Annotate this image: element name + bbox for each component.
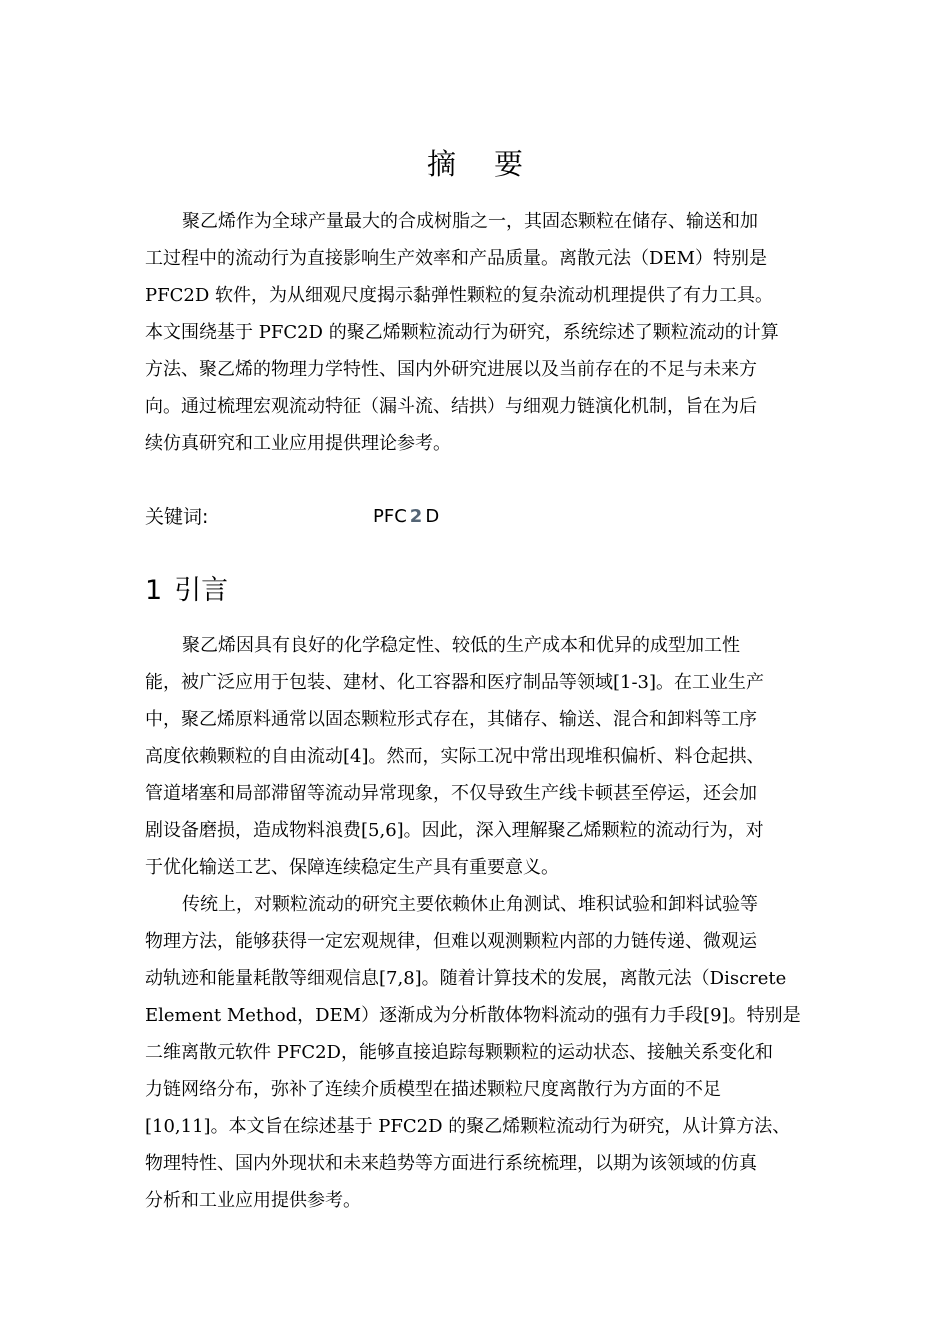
abstract-line: 续仿真研究和工业应用提供理论参考。 (145, 433, 451, 454)
keywords-label: 关键词: (145, 506, 209, 528)
intro-paragraph-2 (145, 886, 805, 1219)
section-title: 引言 (174, 575, 229, 606)
paragraph-line: [10,11]。本文旨在综述基于 PFC2D 的聚乙烯颗粒流动行为研究，从计算方法、 (145, 1116, 791, 1137)
paragraph-line: 动轨迹和能量耗散等细观信息[7,8]。随着计算技术的发展，离散元法（Discrete (145, 968, 787, 989)
paragraph-line: 管道堵塞和局部滞留等流动异常现象，不仅导致生产线卡顿甚至停运，还会加 (145, 783, 757, 804)
abstract-line: 聚乙烯作为全球产量最大的合成树脂之一，其固态颗粒在储存、输送和加 (182, 211, 758, 232)
section-heading (145, 571, 228, 611)
paragraph-line: 能，被广泛应用于包装、建材、化工容器和医疗制品等领域[1-3]。在工业生产 (145, 672, 765, 693)
abstract-line: 本文围绕基于 PFC2D 的聚乙烯颗粒流动行为研究，系统综述了颗粒流动的计算 (145, 322, 779, 343)
keywords-value-digit: 2 (409, 506, 423, 527)
keywords-value (373, 502, 439, 532)
paragraph-line: Element Method，DEM）逐渐成为分析散体物料流动的强有力手段[9]。特别是 (145, 1005, 801, 1026)
paragraph-line: 分析和工业应用提供参考。 (145, 1190, 361, 1211)
paragraph-line: 力链网络分布，弥补了连续介质模型在描述颗粒尺度离散行为方面的不足 (145, 1079, 721, 1100)
section-number: 1 (145, 575, 163, 606)
keywords-row (145, 502, 805, 532)
paragraph-line: 二维离散元软件 PFC2D，能够直接追踪每颗颗粒的运动状态、接触关系变化和 (145, 1042, 773, 1063)
keywords-value-prefix: PFC (373, 506, 407, 527)
paragraph-line: 物理特性、国内外现状和未来趋势等方面进行系统梳理，以期为该领域的仿真 (145, 1153, 757, 1174)
abstract-line: 方法、聚乙烯的物理力学特性、国内外研究进展以及当前存在的不足与未来方 (145, 359, 757, 380)
paragraph-line: 高度依赖颗粒的自由流动[4]。然而，实际工况中常出现堆积偏析、料仓起拱、 (145, 746, 765, 767)
paragraph-line: 中，聚乙烯原料通常以固态颗粒形式存在，其储存、输送、混合和卸料等工序 (145, 709, 757, 730)
abstract-line: PFC2D 软件，为从细观尺度揭示黏弹性颗粒的复杂流动机理提供了有力工具。 (145, 285, 773, 306)
paragraph-line: 剧设备磨损，造成物料浪费[5,6]。因此，深入理解聚乙烯颗粒的流动行为，对 (145, 820, 764, 841)
abstract-line: 向。通过梳理宏观流动特征（漏斗流、结拱）与细观力链演化机制，旨在为后 (145, 396, 757, 417)
paragraph-line: 聚乙烯因具有良好的化学稳定性、较低的生产成本和优异的成型加工性 (182, 635, 740, 656)
intro-paragraph-1 (145, 627, 805, 886)
paragraph-line: 传统上，对颗粒流动的研究主要依赖休止角测试、堆积试验和卸料试验等 (182, 894, 758, 915)
abstract-paragraph (145, 203, 805, 462)
keywords-value-suffix: D (425, 506, 440, 527)
paragraph-line: 于优化输送工艺、保障连续稳定生产具有重要意义。 (145, 857, 559, 878)
abstract-line: 工过程中的流动行为直接影响生产效率和产品质量。离散元法（DEM）特别是 (145, 248, 767, 269)
abstract-title: 摘要 (426, 147, 561, 181)
paragraph-line: 物理方法，能够获得一定宏观规律，但难以观测颗粒内部的力链传递、微观运 (145, 931, 757, 952)
